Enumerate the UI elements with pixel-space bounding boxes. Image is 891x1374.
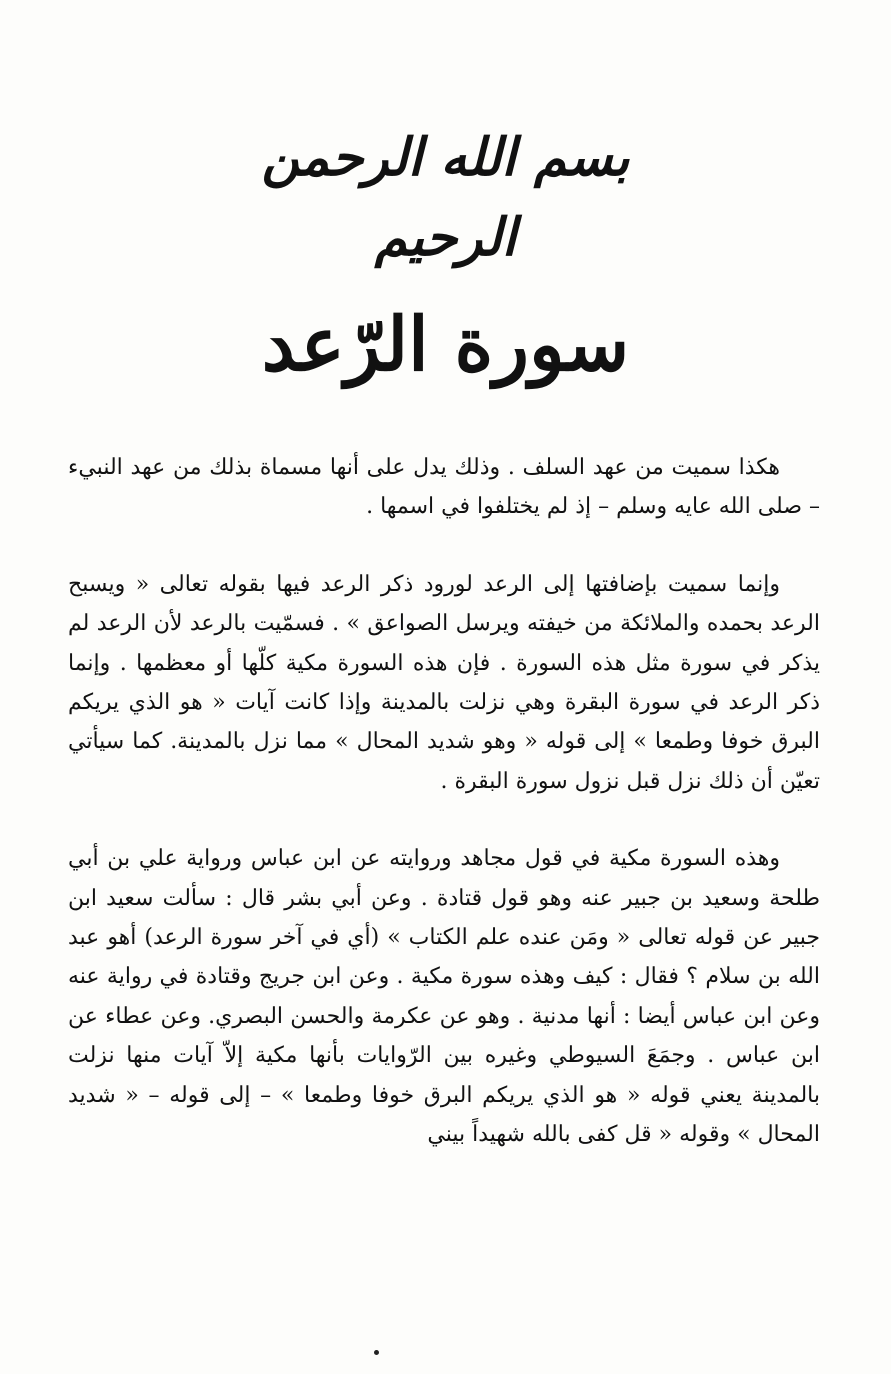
body-text bbox=[68, 448, 820, 1155]
paragraph-naming: هكذا سميت من عهد السلف . وذلك يدل على أنها مسماة بذلك من عهد النبيء – صلى الله عايه وسلم – إذ لم يختلفوا في اسمها . bbox=[68, 455, 820, 520]
paragraph-revelation: وهذه السورة مكية في قول مجاهد وروايته عن ابن عباس ورواية علي بن أبي طلحة وسعيد بن جبير عنه وهو قول قتادة . وعن أبي بشر قال : سألت سعيد ابن جبير عن قوله تعالى « ومَن عنده علم الكتاب » (أي في آخر سورة الرعد) أهو عبد الله بن سلام ؟ فقال : كيف وهذه سورة مكية . وعن ابن جريج وقتادة في رواية عنه وعن ابن عباس أيضا : أنها مدنية . وهو عن عكرمة والحسن البصري. وعن عطاء عن ابن عباس . وجمَعَ السيوطي وغيره بين الرّوايات بأنها مكية إلاّ آيات منها نزلت بالمدينة يعني قوله « هو الذي يريكم البرق خوفا وطمعا » – إلى قوله – « شديد المحال » وقوله « قل كفى بالله شهيداً بيني bbox=[68, 846, 820, 1148]
basmala-heading: بسم الله الرحمن الرحيم bbox=[261, 127, 630, 268]
paragraph-thunder-reason: وإنما سميت بإضافتها إلى الرعد لورود ذكر الرعد فيها بقوله تعالى « ويسبح الرعد بحمده والملائكة من خيفته ويرسل الصواعق » . فسمّيت بالرعد لأن الرعد لم يذكر في سورة مثل هذه السورة . فإن هذه السورة مكية كلّها أو معظمها . وإنما ذكر الرعد في سورة البقرة وهي نزلت بالمدينة وإذا كانت آيات « هو الذي يريكم البرق خوفا وطمعا » إلى قوله « وهو شديد المحال » مما نزل بالمدينة. كما سيأتي تعيّن أن ذلك نزل قبل نزول سورة البقرة . bbox=[68, 571, 821, 794]
page-mark-dot bbox=[374, 1350, 379, 1355]
surah-title: سورة الرّعد bbox=[261, 302, 630, 388]
